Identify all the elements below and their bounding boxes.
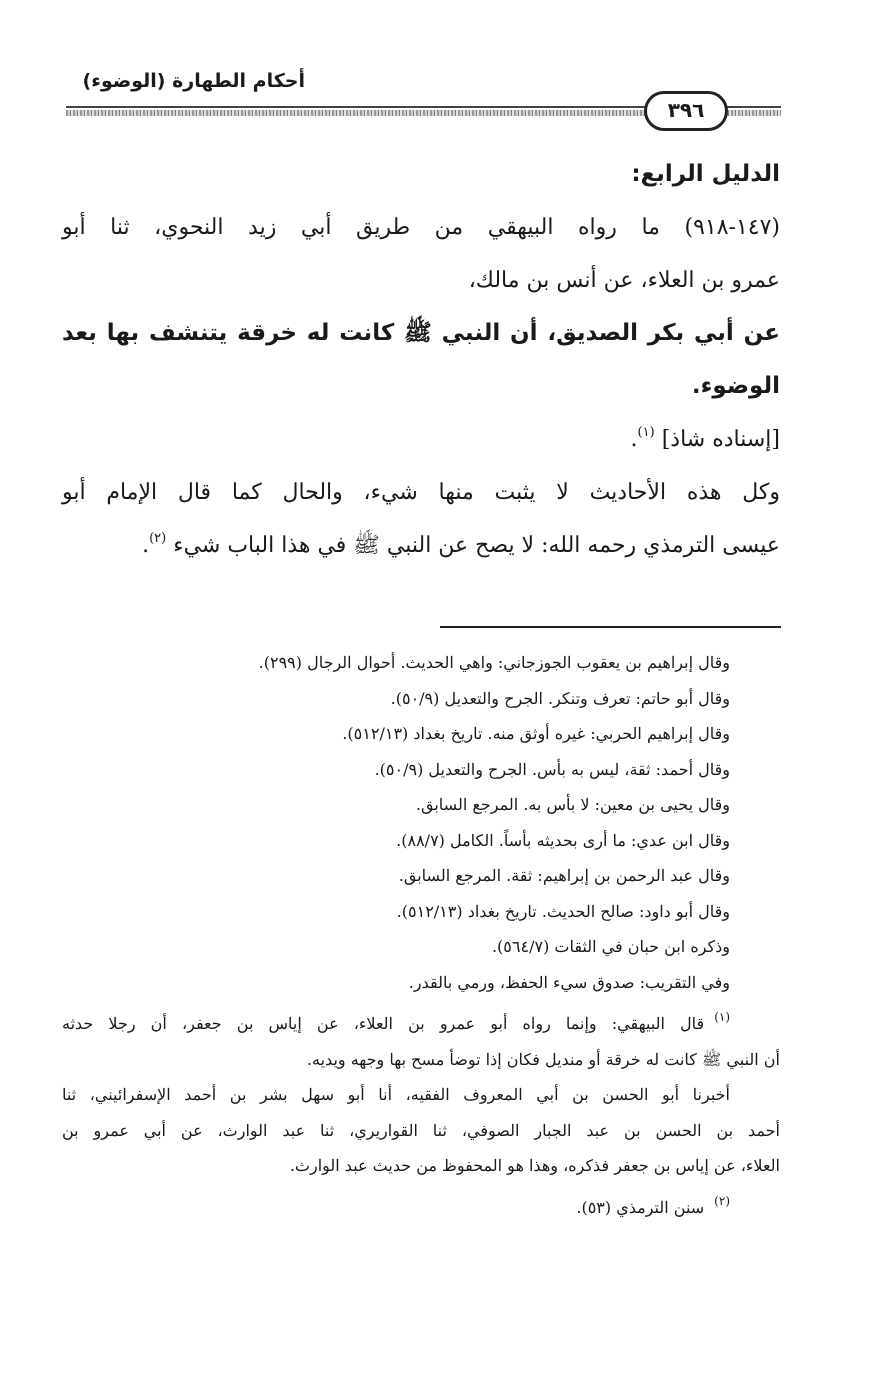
grading-line [62,413,780,466]
footnote-line: وقال يحيى بن معين: لا بأس به. المرجع السابق. [415,795,730,814]
grading-text: [إسناده شاذ] [661,427,780,452]
section-heading: الدليل الرابع: [631,161,780,187]
footnote-ref-1[interactable]: (١) [637,425,655,440]
conclusion-line-1: وكل هذه الأحاديث لا يثبت منها شيء، والحال كما قال الإمام أبو [62,480,780,505]
footnote-line: وقال إبراهيم الحربي: غيره أوثق منه. تاريخ بغداد (٥١٢/١٣). [342,724,730,743]
footnote-1-line-2: أن النبي ﷺ كانت له خرقة أو منديل فكان إذا توضأ مسح بها وجهه ويديه. [306,1049,780,1069]
footnote-line: وقال ابن عدي: ما أرى بحديثه بأساً. الكامل (٨٨/٧). [396,830,730,850]
conclusion-line-2 [62,519,780,572]
footnote-1-line-3: أخبرنا أبو الحسن بن أبي المعروف الفقيه، أنا أبو سهل بشر بن أحمد الإسفرائيني، ثنا [62,1085,731,1104]
footnote-1-marker: (١) [714,1010,731,1024]
grading-period: . [630,427,638,452]
main-text [62,148,780,572]
footnote-line: وقال أحمد: ثقة، ليس به بأس. الجرح والتعديل (٥٠/٩). [374,759,730,779]
footnote-1-line-4: أحمد بن الحسن بن عبد الجبار الصوفي، ثنا القواريري، ثنا عبد الوارث، عن أبي عمرو بن [62,1120,780,1140]
footnote-2-marker: (٢) [714,1193,730,1208]
running-title: أحكام الطهارة (الوضوء) [82,70,305,92]
footnote-1-line-5: العلاء، عن إياس بن جعفر فذكره، وهذا هو المحفوظ من حديث عبد الوارث. [289,1156,780,1175]
footnote-1-text: قال البيهقي: وإنما رواه أبو عمرو بن العلاء، عن إياس بن جعفر، أن رجلا حدثه [62,1014,705,1033]
conclusion-period: . [142,533,150,558]
footnote-line: وفي التقريب: صدوق سيء الحفظ، ورمي بالقدر. [408,972,730,992]
footnote-line: وذكره ابن حبان في الثقات (٥٦٤/٧). [491,937,730,956]
hadith-text-line-1: عن أبي بكر الصديق، أن النبي ﷺ كانت له خرقة يتنشف بها بعد [62,320,780,346]
footnote-line: وقال أبو داود: صالح الحديث. تاريخ بغداد (٥١٢/١٣). [396,901,730,921]
isnad-line-1: (١٤٧-٩١٨) ما رواه البيهقي من طريق أبي زيد النحوي، ثنا أبو [62,215,780,240]
footnote-line: وقال إبراهيم بن يعقوب الجوزجاني: واهي الحديث. أحوال الرجال (٢٩٩). [258,653,730,672]
footnote-separator [440,626,781,628]
footnote-2 [62,1184,780,1226]
footnotes [62,645,780,1225]
footnote-ref-2[interactable]: (٢) [149,531,167,546]
footnote-line: وقال عبد الرحمن بن إبراهيم: ثقة. المرجع السابق. [398,866,730,885]
isnad-line-2: عمرو بن العلاء، عن أنس بن مالك، [468,268,780,293]
hadith-text-line-2: الوضوء. [691,373,780,399]
footnote-line: وقال أبو حاتم: تعرف وتنكر. الجرح والتعديل (٥٠/٩). [390,688,730,708]
footnote-2-text: سنن الترمذي (٥٣). [576,1197,705,1217]
footnote-1-line-1 [62,1000,780,1042]
conclusion-text: عيسى الترمذي رحمه الله: لا يصح عن النبي ﷺ في هذا الباب شيء [173,533,780,558]
page-number: ٣٩٦ [644,91,728,131]
